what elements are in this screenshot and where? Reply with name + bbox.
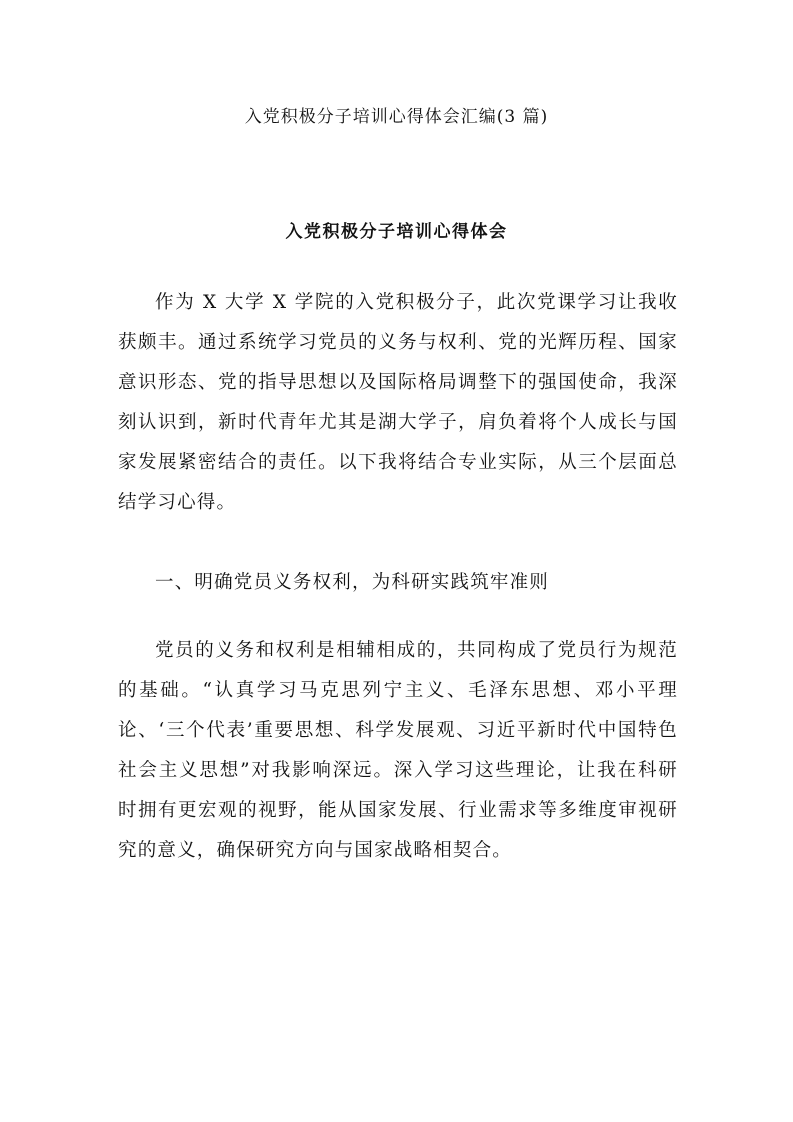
body-paragraph-intro: 作为 X 大学 X 学院的入党积极分子，此次党课学习让我收获颇丰。通过系统学习党员的义务与权利、党的光辉历程、国家意识形态、党的指导思想以及国际格局调整下的强国使命，我深刻认识到，新时代青年尤其是湖大学子，肩负着将个人成长与国家发展紧密结合的责任。以下我将结合专业实际，从三个层面总结学习心得。: [118, 292, 678, 513]
subheading-paragraph: 一、明确党员义务权利，为科研实践筑牢准则: [155, 572, 550, 593]
document-title: 入党积极分子培训心得体会汇编(3 篇): [244, 107, 549, 127]
body-paragraph-duties-rights: 党员的义务和权利是相辅相成的，共同构成了党员行为规范的基础。“认真学习马克思列宁主义、毛泽东思想、邓小平理论、‘三个代表’重要思想、科学发展观、习近平新时代中国特色社会主义思想”对我影响深远。深入学习这些理论，让我在科研时拥有更宏观的视野，能从国家发展、行业需求等多维度审视研究的意义，确保研究方向与国家战略相契合。: [118, 640, 678, 861]
section-title: 入党积极分子培训心得体会: [285, 222, 508, 242]
